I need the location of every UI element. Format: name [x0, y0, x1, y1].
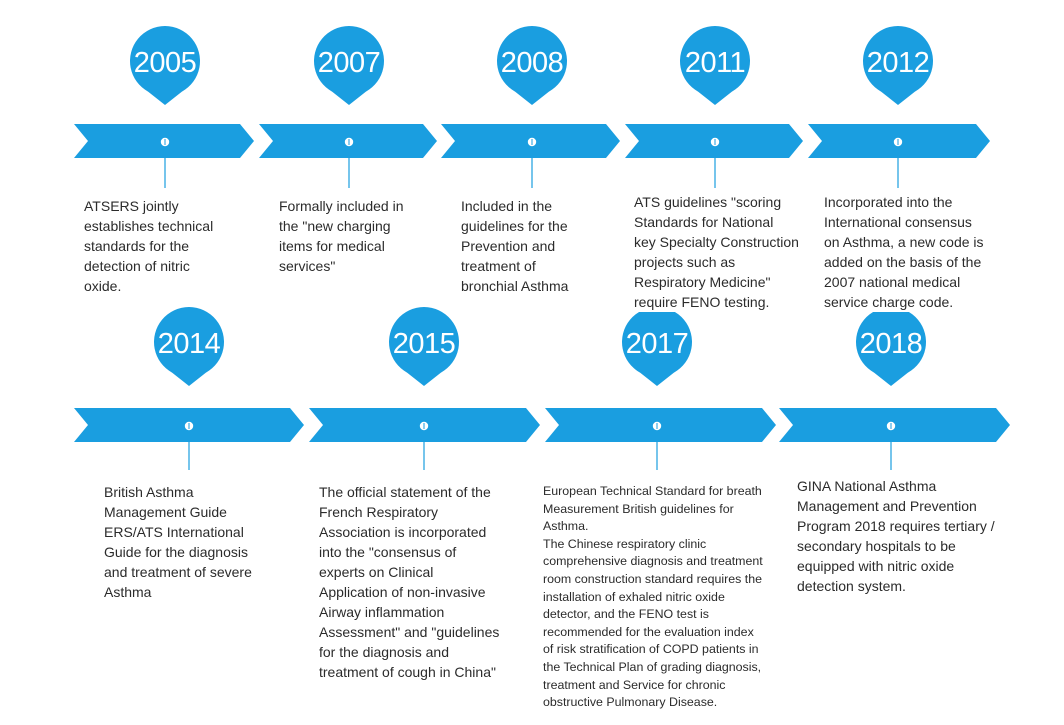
event-description-2018: GINA National Asthma Management and Prevention Program 2018 requires tertiary / secondary hospitals to be equipped with nitric oxide detection system.: [797, 476, 1009, 596]
year-label-2014: 2014: [157, 328, 221, 360]
event-description-2015: The official statement of the French Respiratory Association is incorporated into the "consensus of experts on Clinical Application of non-invasive Airway inflammation Assessment" and "guidelines for the diagnosis and treatment of cough in China": [319, 482, 519, 682]
event-description-2008: Included in the guidelines for the Prevention and treatment of bronchial Asthma: [461, 196, 591, 296]
event-description-2005: ATSERS jointly establishes technical standards for the detection of nitric oxide.: [84, 196, 236, 296]
event-description-2007: Formally included in the "new charging items for medical services": [279, 196, 427, 276]
event-description-2014: British Asthma Management Guide ERS/ATS International Guide for the diagnosis and treatment of severe Asthma: [104, 482, 264, 602]
year-label-2012: 2012: [866, 47, 930, 79]
year-label-2015: 2015: [392, 328, 456, 360]
event-description-2017: European Technical Standard for breath Measurement British guidelines for Asthma. The Chinese respiratory clinic comprehensive diagnosis and treatment room construction standard requires the installation of exhaled nitric oxide detector, and the FENO test is recommended for the evaluation index of risk stratification of COPD patients in the Technical Plan of grading diagnosis, treatment and Service for chronic obstructive Pulmonary Disease.: [543, 483, 783, 712]
year-label-2008: 2008: [500, 47, 564, 79]
year-label-2018: 2018: [859, 328, 923, 360]
year-label-2011: 2011: [684, 47, 746, 79]
year-label-2007: 2007: [317, 47, 381, 79]
event-description-2012: Incorporated into the International consensus on Asthma, a new code is added on the basis of the 2007 national medical service charge code.: [824, 192, 1004, 312]
year-label-2005: 2005: [133, 47, 197, 79]
event-description-2011: ATS guidelines "scoring Standards for National key Specialty Construction projects such as Respiratory Medicine" require FENO testing.: [634, 192, 814, 312]
year-label-2017: 2017: [625, 328, 689, 360]
